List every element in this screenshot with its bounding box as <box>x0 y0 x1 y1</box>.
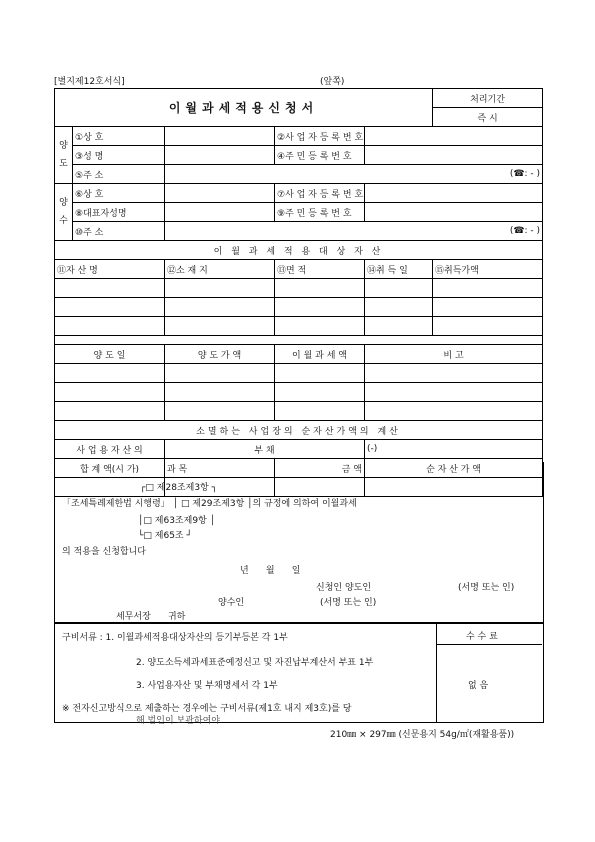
net-col-liabilities-a: 부 채 <box>165 440 365 459</box>
asset-cell[interactable] <box>365 317 433 336</box>
transferee-rep-name-field[interactable] <box>165 203 275 222</box>
transfer-cell[interactable] <box>55 402 165 421</box>
asset-cell[interactable] <box>55 317 165 336</box>
asset-cell[interactable] <box>165 279 275 298</box>
asset-row <box>55 298 543 317</box>
statement-line-2: 「조세특례제한법 시행령」 │ □ 제29조제3항 │의 규정에 의하여 이월과세 <box>62 499 357 509</box>
asset-col-acq-date: ⑭취 득 일 <box>365 260 433 279</box>
asset-col-acq-price: ⑮취득가액 <box>433 260 543 279</box>
form-title: 이월과세적용신청서 <box>55 89 433 127</box>
spacer <box>55 336 543 345</box>
net-col-net-b: 순 자 산 가 액 <box>365 459 543 478</box>
transferee-phone: (☎: - ) <box>509 226 541 236</box>
asset-cell[interactable] <box>275 298 365 317</box>
application-form <box>54 88 543 497</box>
docs-item-3: 3. 사업용자산 및 부채명세서 각 1부 <box>136 681 278 691</box>
applicant-transferee: 양수인 <box>218 598 245 608</box>
transferee-trade-name-label: ⑥상 호 <box>73 184 165 203</box>
asset-cell[interactable] <box>365 279 433 298</box>
transferee-biz-reg-field[interactable] <box>365 184 543 203</box>
transfer-row <box>55 364 543 383</box>
asset-cell[interactable] <box>275 279 365 298</box>
statement-line-5: 의 적용을 신청합니다 <box>62 547 146 557</box>
transfer-cell[interactable] <box>55 383 165 402</box>
docs-item-1: 구비서류 : 1. 이월과세적용대상자산의 등기부등본 각 1부 <box>62 633 288 643</box>
asset-cell[interactable] <box>55 298 165 317</box>
transferor-biz-reg-label: ②사 업 자 등 록 번 호 <box>275 127 365 146</box>
transferor-side-label: 양도 <box>55 127 73 184</box>
asset-cell[interactable] <box>55 279 165 298</box>
transferor-address-field[interactable] <box>165 165 543 184</box>
sign-transferor: (서명 또는 인) <box>458 583 515 593</box>
tax-office-addressee: 세무서장 귀하 <box>116 612 186 622</box>
statement-line-3: │□ 제63조제9항 │ <box>138 516 216 526</box>
transferee-resident-no-field[interactable] <box>365 203 543 222</box>
form-number: [별지제12호서식] <box>54 77 125 87</box>
transferor-resident-no-label: ④주 민 등 록 번 호 <box>275 146 365 165</box>
fee-label: 수 수 료 <box>466 632 498 642</box>
statement-box <box>54 462 544 623</box>
transfer-cell[interactable] <box>365 364 543 383</box>
statement-line-4: └□ 제65조 ┘ <box>138 531 192 541</box>
net-col-amount: 금 액 <box>275 459 365 478</box>
statement-line-1: ┌□ 제28조제3항 ┐ <box>140 483 218 493</box>
transferee-side-label: 양수 <box>55 184 73 241</box>
asset-cell[interactable] <box>275 317 365 336</box>
asset-col-area: ⑬면 적 <box>275 260 365 279</box>
transferor-phone: (☎: - ) <box>509 169 541 179</box>
asset-cell[interactable] <box>433 317 543 336</box>
page-side-label: (앞쪽) <box>320 77 345 87</box>
docs-divider <box>436 622 437 722</box>
net-section-title: 소멸하는 사업장의 순자산가액의 계산 <box>55 421 543 440</box>
transfer-cell[interactable] <box>275 402 365 421</box>
asset-cell[interactable] <box>433 279 543 298</box>
processing-period-value: 즉 시 <box>433 108 543 127</box>
transfer-cell[interactable] <box>275 364 365 383</box>
transferor-address-label: ⑤주 소 <box>73 165 165 184</box>
transfer-col-price: 양 도 가 액 <box>165 345 275 364</box>
transferee-address-field[interactable] <box>165 222 543 241</box>
asset-section-title: 이 월 과 세 적 용 대 상 자 산 <box>55 241 543 260</box>
paper-spec: 210㎜ × 297㎜ (신문용지 54g/㎡(재활용품)) <box>330 730 515 740</box>
asset-col-name: ⑪자 산 명 <box>55 260 165 279</box>
transfer-col-remarks: 비 고 <box>365 345 543 364</box>
net-col-assets-b: 합 계 액(시 가) <box>55 459 165 478</box>
transfer-row <box>55 402 543 421</box>
processing-period-label: 처리기간 <box>433 89 543 108</box>
transfer-cell[interactable] <box>165 364 275 383</box>
transfer-cell[interactable] <box>165 383 275 402</box>
transfer-cell[interactable] <box>165 402 275 421</box>
transferor-trade-name-label: ①상 호 <box>73 127 165 146</box>
net-col-subject: 과 목 <box>165 459 275 478</box>
transfer-col-tax: 이 월 과 세 액 <box>275 345 365 364</box>
asset-cell[interactable] <box>165 298 275 317</box>
net-col-net-a: (-) <box>365 440 543 459</box>
asset-row <box>55 279 543 298</box>
asset-cell[interactable] <box>365 298 433 317</box>
transferor-biz-reg-field[interactable] <box>365 127 543 146</box>
applicant-transferor: 신청인 양도인 <box>316 583 372 593</box>
transfer-cell[interactable] <box>365 402 543 421</box>
transferee-trade-name-field[interactable] <box>165 184 275 203</box>
transferee-resident-no-label: ⑨주 민 등 록 번 호 <box>275 203 365 222</box>
transferor-trade-name-field[interactable] <box>165 127 275 146</box>
transfer-cell[interactable] <box>275 383 365 402</box>
asset-col-location: ⑫소 재 지 <box>165 260 275 279</box>
transfer-cell[interactable] <box>365 383 543 402</box>
transferor-resident-no-field[interactable] <box>365 146 543 165</box>
transferor-name-field[interactable] <box>165 146 275 165</box>
asset-cell[interactable] <box>165 317 275 336</box>
fee-divider <box>436 644 542 645</box>
docs-note: ※ 전자신고방식으로 제출하는 경우에는 구비서류(제1호 내지 제3호)를 당 <box>62 704 352 714</box>
sign-transferee: (서명 또는 인) <box>320 598 377 608</box>
transferee-address-label: ⑩주 소 <box>73 222 165 241</box>
docs-item-2: 2. 양도소득세과세표준예정신고 및 자진납부계산서 부표 1부 <box>136 658 374 668</box>
transferee-rep-name-label: ⑧대표자성명 <box>73 203 165 222</box>
net-col-assets-a: 사 업 용 자 산 의 <box>55 440 165 459</box>
fee-value: 없 음 <box>468 681 489 691</box>
asset-row <box>55 317 543 336</box>
transfer-col-date: 양 도 일 <box>55 345 165 364</box>
transferee-biz-reg-label: ⑦사 업 자 등 록 번 호 <box>275 184 365 203</box>
transferor-name-label: ③성 명 <box>73 146 165 165</box>
transfer-cell[interactable] <box>55 364 165 383</box>
application-date: 년 월 일 <box>240 566 301 576</box>
docs-note-cont: 해 법인이 보관하여야 <box>136 716 220 726</box>
transfer-row <box>55 383 543 402</box>
asset-cell[interactable] <box>433 298 543 317</box>
